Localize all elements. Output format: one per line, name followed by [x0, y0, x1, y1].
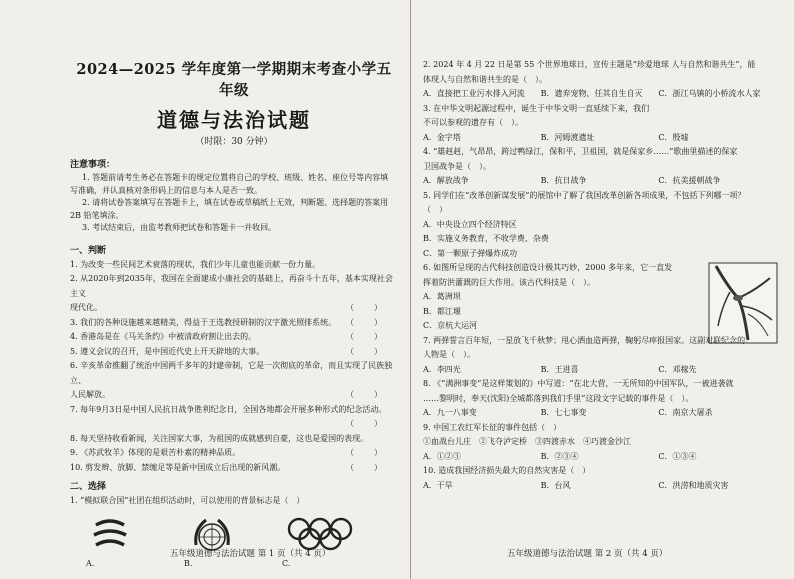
- page-footer-1: 五年级道德与法治试题 第 1 页（共 4 页）: [170, 549, 331, 559]
- option-b-label: B.: [184, 558, 193, 568]
- option-a: A．解放战争: [423, 176, 469, 185]
- choice-10-options: [423, 479, 776, 494]
- choice-8-options: [423, 406, 776, 421]
- notice-heading: 注意事项：: [70, 160, 116, 170]
- choice-question-7: 7. 两弹誓言百年短，一星放飞千秋梦；甩心洒血造两弹，鞠躬尽瘁报国家。这副对联纪念的: [423, 335, 746, 345]
- judge-question-2: 2. 从2020年到2035年，我国在全面建成小康社会的基础上，再奋斗十五年，基本实现社会主义: [70, 274, 393, 298]
- judge-question-10: 10. 剪发辫、放脚、禁缠足等是新中国成立后出现的新风潮。 （ ）: [70, 462, 388, 472]
- choice-question-3: 3. 在中华文明起源过程中，诞生于中华文明一直延续下来，我们: [423, 103, 650, 113]
- notice-line: 1. 答题前请考生务必在答题卡的规定位置将自己的学校、班级、姓名、座位号等内容填: [82, 173, 389, 182]
- option-a: A．①②③: [423, 451, 461, 461]
- choice-question-2: 2. 2024 年 4 月 22 日是第 55 个世界地球日，宣传主题是“珍爱地球 人与自然和谐共生”，能: [423, 60, 756, 69]
- option-a: A．九一八事变: [423, 408, 477, 417]
- option-b: B．都江堰: [423, 306, 461, 316]
- option-c: C．洪涝和地质灾害: [658, 480, 729, 490]
- option-b: B．遗弃宠物，任其自生自灭: [540, 89, 643, 98]
- choice-question-4: 4. “雄赳赳，气昂昂，跨过鸭绿江，保和平，卫祖国，就是保家乡……”歌曲里描述的保家: [423, 147, 738, 156]
- choice-question-1: 1. “模拟联合国”社团在组织活动时，可以使用的背景标志是（ ）: [70, 496, 305, 505]
- option-b: B．王进喜: [540, 364, 579, 374]
- choice-7-options: [423, 363, 776, 378]
- option-c: C．殷墟: [658, 132, 689, 142]
- choice-question-9-items: ①血战台儿庄 ②飞夺泸定桥 ③四渡赤水 ④巧渡金沙江: [423, 437, 631, 446]
- notice-line: 2B 铅笔填涂。: [70, 210, 124, 220]
- section-judge-heading: 一、判断: [70, 245, 107, 256]
- judge-question-7-paren: （ ）: [346, 419, 388, 428]
- choice-9-options: [423, 450, 776, 465]
- notice-line: 3. 考试结束后，由监考教师把试卷和答题卡一并收回。: [82, 223, 277, 232]
- option-b: B．台风: [540, 480, 571, 490]
- choice-question-9: 9. 中国工农红军长征的事件包括（ ）: [423, 422, 562, 432]
- dujiangyan-map-icon: [708, 262, 778, 344]
- judge-question-2-cont: 现代化。 （ ）: [70, 303, 388, 312]
- choice-question-5: 5. 同学们在“改革创新谋发展”的展馆中了解了我国改革创新各项成果，不包括下列哪一项？: [423, 190, 746, 200]
- choice-question-7-cont: 人物是（ ）。: [423, 350, 475, 359]
- exam-time: （时限：30 分钟）: [195, 137, 273, 147]
- choice-2-options: [423, 87, 776, 102]
- choice-question-6: 6. 如图所呈现的古代科技创造设计极其巧妙，2000 多年来，它一直发: [423, 263, 673, 272]
- option-c: C．京杭大运河: [423, 321, 478, 330]
- judge-question-4: 4. 香港岛是在《马关条约》中被清政府割让出去的。 （ ）: [70, 332, 388, 341]
- judge-question-5: 5. 遵义会议的召开，是中国近代史上开天辟地的大事。 （ ）: [70, 346, 388, 356]
- option-c: C．邓稼先: [658, 364, 697, 374]
- option-a: A．李四光: [423, 364, 461, 374]
- option-c-label: C.: [282, 558, 291, 568]
- option-a: A．干旱: [423, 480, 453, 490]
- page-2: [410, 0, 794, 579]
- option-c: C．①③④: [658, 451, 697, 461]
- choice-question-8-cont: ……黎明时，奉天(沈阳)全城都落到我们手里”这段文字记载的事件是（ ）。: [423, 393, 694, 403]
- choice-4-options: [423, 174, 776, 189]
- judge-question-8: 8. 每天坚持收看新闻，关注国家大事，为祖国的成就感到自豪，这也是爱国的表现。: [70, 433, 369, 443]
- choice-3-options: [423, 131, 776, 146]
- section-choice-heading: 二、选择: [70, 482, 107, 492]
- option-a: A．葛洲坝: [423, 292, 461, 301]
- exam-subtitle: 道德与法治试题: [157, 108, 311, 132]
- notice-line: 写准确，并认真核对条形码上的信息与本人是否一致。: [70, 185, 262, 195]
- option-a-label: A.: [86, 558, 95, 568]
- judge-question-1: 1. 为改变一些民间艺术衰落的现状，我们少年儿童也能贡献一份力量。: [70, 259, 321, 269]
- judge-question-9: 9. 《苏武牧羊》体现的是艰苦朴素的精神品质。 （ ）: [70, 448, 388, 457]
- judge-question-7: 7. 每年9月3日是中国人民抗日战争胜利纪念日，全国各地都会开展多种形式的纪念活动。: [70, 404, 387, 414]
- notice-block: [70, 172, 398, 235]
- option-b: B．②③④: [540, 451, 579, 461]
- option-a: A．中央设立四个经济特区: [423, 219, 517, 229]
- option-b: B．实施义务教育，不收学费、杂费: [423, 234, 549, 243]
- choice-question-2-cont: 体现人与自然和谐共生的是（ ）。: [423, 74, 547, 84]
- option-a: A．直接把工业污水排入河流: [423, 89, 525, 98]
- option-a: A．金字塔: [423, 132, 461, 142]
- option-c: C．第一颗原子弹爆炸成功: [423, 248, 518, 258]
- choice-question-3-cont: 不可以参观的遗存有（ ）。: [423, 118, 523, 127]
- notice-line: 2. 请将试卷答案填写在答题卡上，填在试卷或草稿纸上无效，判断题、选择题的答案用: [82, 198, 389, 207]
- choice-question-4-cont: 卫国战争是（ ）。: [423, 161, 491, 171]
- judge-question-6: 6. 辛亥革命推翻了统治中国两千多年的封建帝制，它是一次彻底的革命，而且实现了民族独立、: [70, 361, 393, 385]
- judge-question-3: 3. 我们的各种设施越来越精美，得益于王选教授研制的汉字激光照排系统。 （ ）: [70, 317, 388, 327]
- option-c: C．南京大屠杀: [658, 408, 713, 417]
- page-footer-2: 五年级道德与法治试题 第 2 页（共 4 页）: [507, 549, 668, 559]
- choice-question-8: 8. 《“满洲事变”是这样策划的》中写道：“在北大营，一无所知的中国军队，一被进袭就: [423, 379, 734, 388]
- choice-question-6-cont: 挥着防洪灌溉的巨大作用。该古代科技是（ ）。: [423, 277, 595, 287]
- wto-logo-icon: [90, 515, 130, 555]
- option-c: C．浙江乌镇的小桥流水人家: [658, 89, 761, 98]
- option-b: B．抗日战争: [540, 176, 587, 185]
- option-c: C．抗美援朝战争: [658, 176, 721, 185]
- choice-1-options: [70, 513, 398, 573]
- option-b: B．七七事变: [540, 408, 587, 417]
- exam-title: 2024—2025 学年度第一学期期末考查小学五年级: [76, 61, 392, 99]
- choice-question-10: 10. 造成我国经济损失最大的自然灾害是（ ）: [423, 466, 591, 475]
- option-b: B．河姆渡遗址: [540, 132, 595, 142]
- choice-question-5-cont: （ ）: [423, 205, 447, 214]
- judge-question-6-cont: 人民解放。 （ ）: [70, 390, 388, 399]
